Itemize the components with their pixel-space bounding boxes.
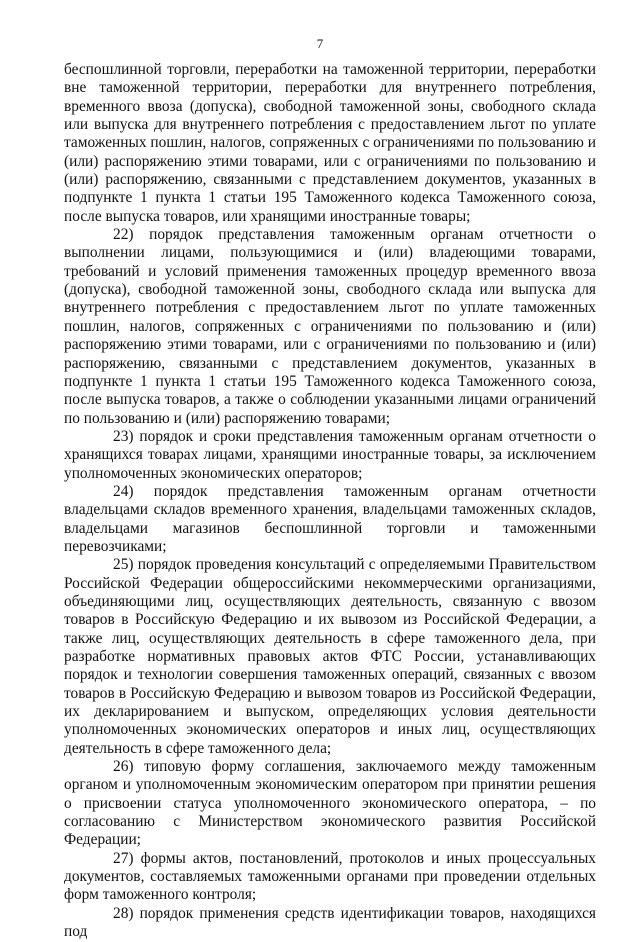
paragraph-item-27: 27) формы актов, постановлений, протоколов и иных процессуальных документов, составляемых таможенными органами при проведении отдельных форм таможенного контроля; bbox=[64, 849, 596, 904]
paragraph-continuation: беспошлинной торговли, переработки на таможенной территории, переработки вне таможенной территории, переработки для внутреннего потребления, временного ввоза (допуска), свободной таможенной зоны, свободного склада или выпуска для внутреннего потребления с предоставлением льгот по уплате таможенных пошлин, налогов, сопряженных с ограничениями по пользованию и (или) распоряжению этими товарами, или с ограничениями по пользованию и (или) распоряжению, связанными с представлением документов, указанных в подпункте 1 пункта 1 статьи 195 Таможенного кодекса Таможенного союза, после выпуска товаров, или хранящими иностранные товары; bbox=[64, 61, 596, 225]
paragraph-item-26: 26) типовую форму соглашения, заключаемого между таможенным органом и уполномоченным экономическим оператором при принятии решения о присвоении статуса уполномоченного экономического оператора, – по согласованию с Министерством экономического развития Российской Федерации; bbox=[64, 758, 596, 849]
paragraph-item-23: 23) порядок и сроки представления таможенным органам отчетности о хранящихся товарах лицами, хранящими иностранные товары, за исключением уполномоченных экономических операторов; bbox=[64, 427, 596, 482]
page-number: 7 bbox=[316, 36, 324, 51]
document-body bbox=[64, 61, 596, 942]
paragraph-item-25: 25) порядок проведения консультаций с определяемыми Правительством Российской Федерации общероссийскими некоммерческими организациями, объединяющими лиц, осуществляющих деятельность, связанную с ввозом товаров в Российскую Федерацию и их вывозом из Российской Федерации, а также лиц, осуществляющих деятельность в сфере таможенного дела, при разработке нормативных правовых актов ФТС России, устанавливающих порядок и технологии совершения таможенных операций, связанных с ввозом товаров в Российскую Федерацию и вывозом товаров из Российской Федерации, их декларированием и выпуском, определяющих условия деятельности уполномоченных экономических операторов и иных лиц, осуществляющих деятельность в сфере таможенного дела; bbox=[64, 556, 596, 757]
paragraph-item-22: 22) порядок представления таможенным органам отчетности о выполнении лицами, пользующимися и (или) владеющими товарами, требований и условий применения таможенных процедур временного ввоза (допуска), свободной таможенной зоны, свободного склада или выпуска для внутреннего потребления с предоставлением льгот по уплате таможенных пошлин, налогов, сопряженных с ограничениями по пользованию и (или) распоряжению этими товарами, или с ограничениями по пользованию и (или) распоряжению, связанными с представлением документов, указанных в подпункте 1 пункта 1 статьи 195 Таможенного кодекса Таможенного союза, после выпуска товаров, а также о соблюдении указанными лицами ограничений по пользованию и (или) распоряжению товарами; bbox=[64, 226, 596, 427]
paragraph-item-24: 24) порядок представления таможенным органам отчетности владельцами складов временного хранения, владельцами таможенных складов, владельцами магазинов беспошлинной торговли и таможенными перевозчиками; bbox=[64, 482, 596, 555]
paragraph-item-28: 28) порядок применения средств идентификации товаров, находящихся под bbox=[64, 904, 596, 941]
